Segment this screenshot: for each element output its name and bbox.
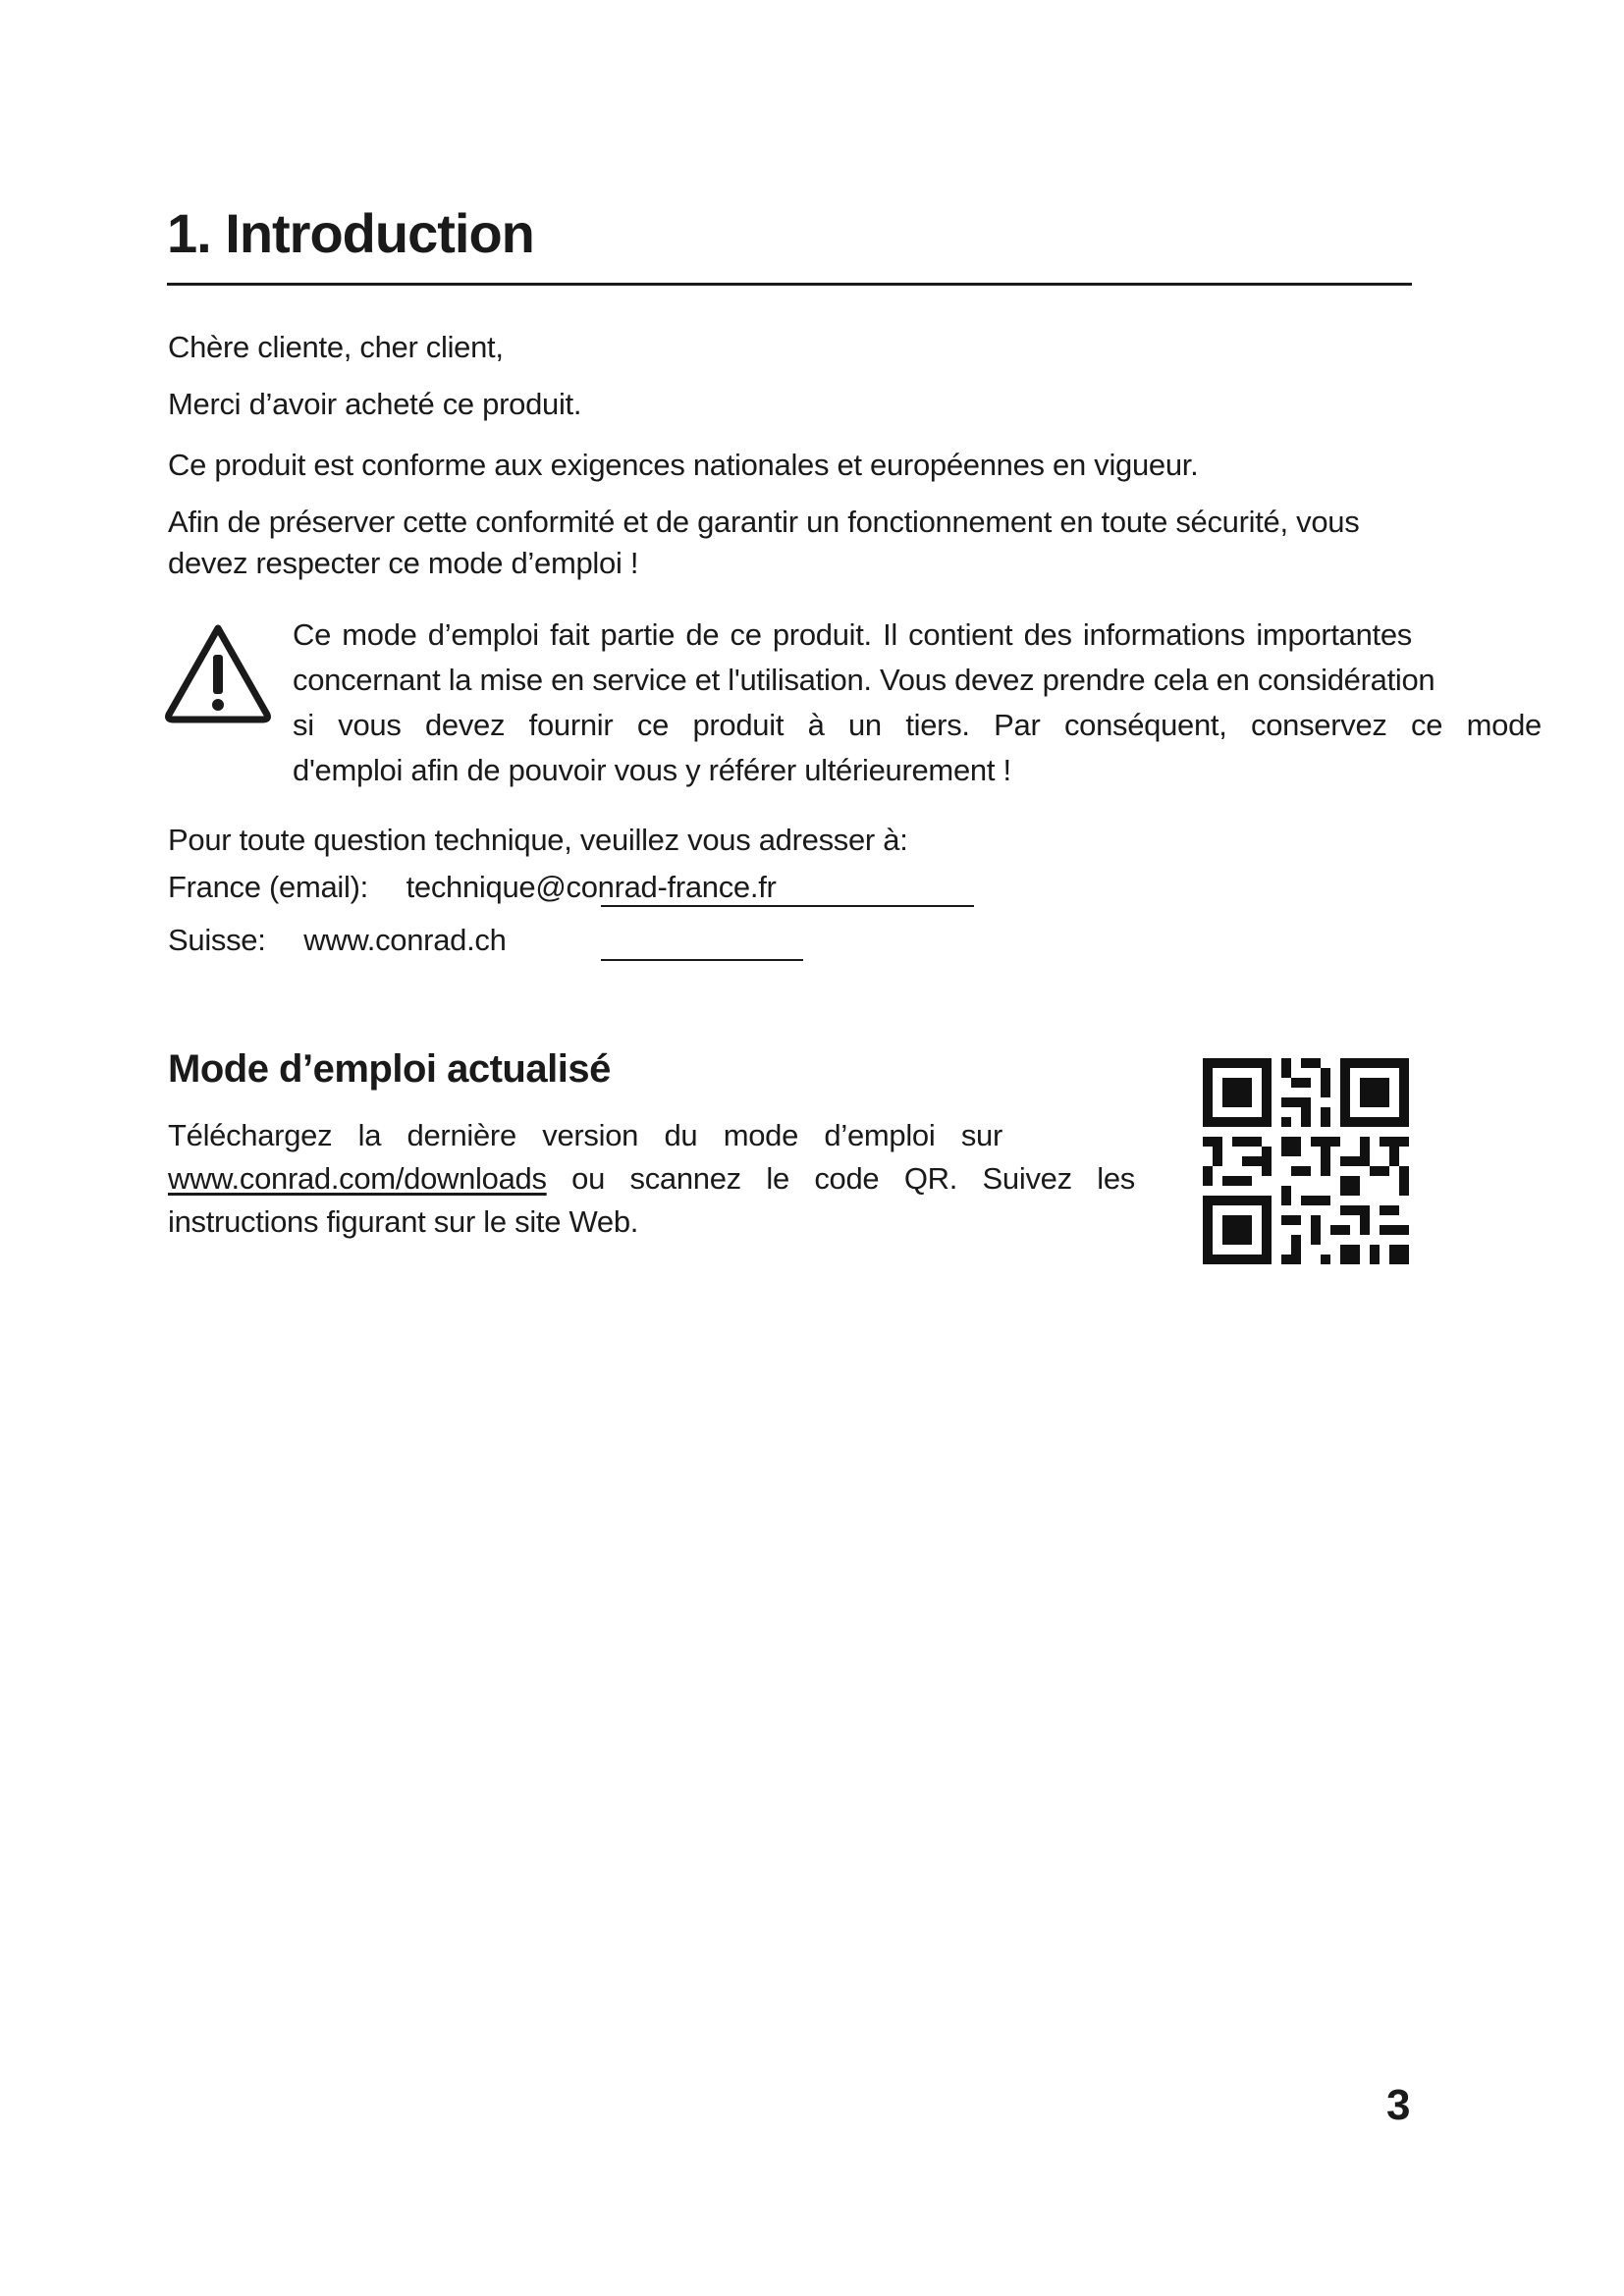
page-title: 1. Introduction [167, 202, 534, 264]
france-email-link[interactable]: technique@conrad-france.fr [406, 870, 777, 904]
contact-intro: Pour toute question technique, veuillez vous adresser à: [168, 823, 908, 857]
section-heading: Mode d’emploi actualisé [168, 1047, 611, 1091]
suisse-website-link[interactable]: www.conrad.ch [303, 923, 507, 957]
warning-notice [293, 613, 1542, 793]
contact-suisse [168, 923, 507, 958]
download-instructions [168, 1114, 1135, 1244]
warning-line4: d'emploi afin de pouvoir vous y référer ultérieurement ! [293, 753, 1011, 787]
conformity-text: Ce produit est conforme aux exigences nationales et européennes en vigueur. [168, 448, 1199, 482]
title-divider [167, 283, 1412, 286]
france-underline [601, 905, 974, 907]
greeting-text: Chère cliente, cher client, [168, 330, 504, 364]
qr-code-icon[interactable] [1203, 1058, 1409, 1264]
warning-line2: concernant la mise en service et l'utilisation. Vous devez prendre cela en considération [293, 663, 1435, 697]
warning-triangle-icon [163, 620, 273, 724]
france-label: France (email): [168, 870, 368, 904]
download-line1: Téléchargez la dernière version du mode d’emploi sur [168, 1118, 1002, 1152]
preserve-text-line2: devez respecter ce mode d’emploi ! [168, 546, 639, 580]
downloads-link[interactable]: www.conrad.com/downloads [168, 1161, 547, 1196]
download-line2 [168, 1157, 1135, 1201]
suisse-label: Suisse: [168, 923, 266, 957]
warning-line1: Ce mode d’emploi fait partie de ce produit. Il contient des informations importantes [293, 617, 1412, 652]
download-line2-rest: ou scannez le code QR. Suivez les [571, 1161, 1135, 1196]
suisse-underline [601, 959, 803, 961]
thanks-text: Merci d’avoir acheté ce produit. [168, 387, 582, 421]
preserve-text-line1: Afin de préserver cette conformité et de garantir un fonctionnement en toute sécurité, vous [168, 505, 1360, 539]
download-line3: instructions figurant sur le site Web. [168, 1204, 639, 1239]
contact-france [168, 870, 777, 905]
page-number: 3 [1386, 2081, 1411, 2129]
warning-line3: si vous devez fournir ce produit à un tiers. Par conséquent, conservez ce mode [293, 708, 1542, 742]
